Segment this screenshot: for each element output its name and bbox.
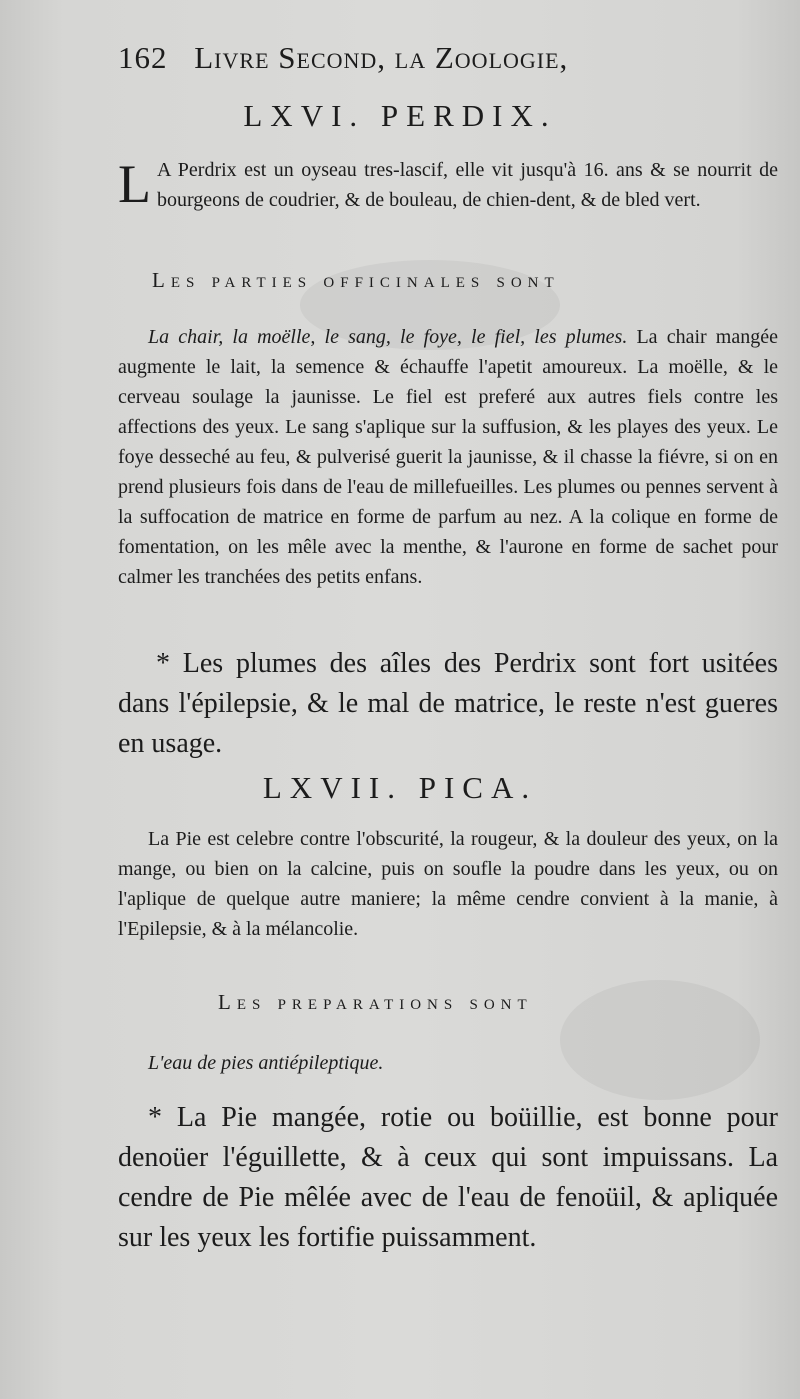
page-number: 162	[118, 40, 168, 75]
running-header	[118, 40, 700, 76]
pica-subhead: Les preparations sont	[218, 990, 533, 1014]
perdix-intro	[118, 155, 778, 215]
parts-list: La chair, la moëlle, le sang, le foye, le fiel, les plumes.	[148, 326, 628, 348]
perdix-subhead: Les parties officinales sont	[152, 268, 560, 292]
section-title-perdix: LXVI. PERDIX.	[243, 98, 557, 133]
running-title: Livre Second, la Zoologie,	[194, 40, 569, 75]
perdix-note: * Les plumes des aîles des Perdrix sont fort usitées dans l'épilepsie, & le mal de matrice, le reste n'est gueres en usage.	[118, 648, 778, 759]
preparation-text: L'eau de pies antiépileptique.	[148, 1052, 384, 1074]
pica-body: La Pie est celebre contre l'obscurité, la rougeur, & la douleur des yeux, on la mange, ou bien on la calcine, puis on soufle la poudre dans les yeux, ou on l'aplique de quelque autre maniere; la même cendre convient à la manie, à l'Epilepsie, & à la mélancolie.	[118, 828, 778, 940]
perdix-body	[118, 322, 778, 592]
section-title-pica: LXVII. PICA.	[262, 770, 538, 805]
pica-preparation	[118, 1048, 778, 1078]
perdix-body-text: La chair mangée augmente le lait, la semence & échauffe l'apetit amoureux. La moëlle, & le cerveau soulage la jaunisse. Le fiel est preferé aux autres fiels contre les affections des yeux. Le sang s'aplique sur la suffusion, & les playes des yeux. Le foye desseché au feu, & pulverisé guerit la jaunisse, & il chasse la fiévre, si on en prend plusieurs fois dans de l'eau de millefueilles. Les plumes ou pennes servent à la suffocation de matrice en forme de parfum au nez. A la colique en forme de fomentation, on les mêle avec la menthe, & l'aurone en forme de sachet pour calmer les tranchées des petits enfans.	[118, 326, 778, 588]
perdix-intro-text: A Perdrix est un oyseau tres-lascif, elle vit jusqu'à 16. ans & se nourrit de bourgeons de coudrier, & de bouleau, de chien-dent, & de bled vert.	[157, 159, 778, 211]
drop-cap: L	[118, 154, 151, 214]
pica-note: * La Pie mangée, rotie ou boüillie, est bonne pour denoüer l'éguillette, & à ceux qui sont impuissans. La cendre de Pie mêlée avec de l'eau de fenoüil, & apliquée sur les yeux les fortifie puissamment.	[118, 1102, 778, 1253]
